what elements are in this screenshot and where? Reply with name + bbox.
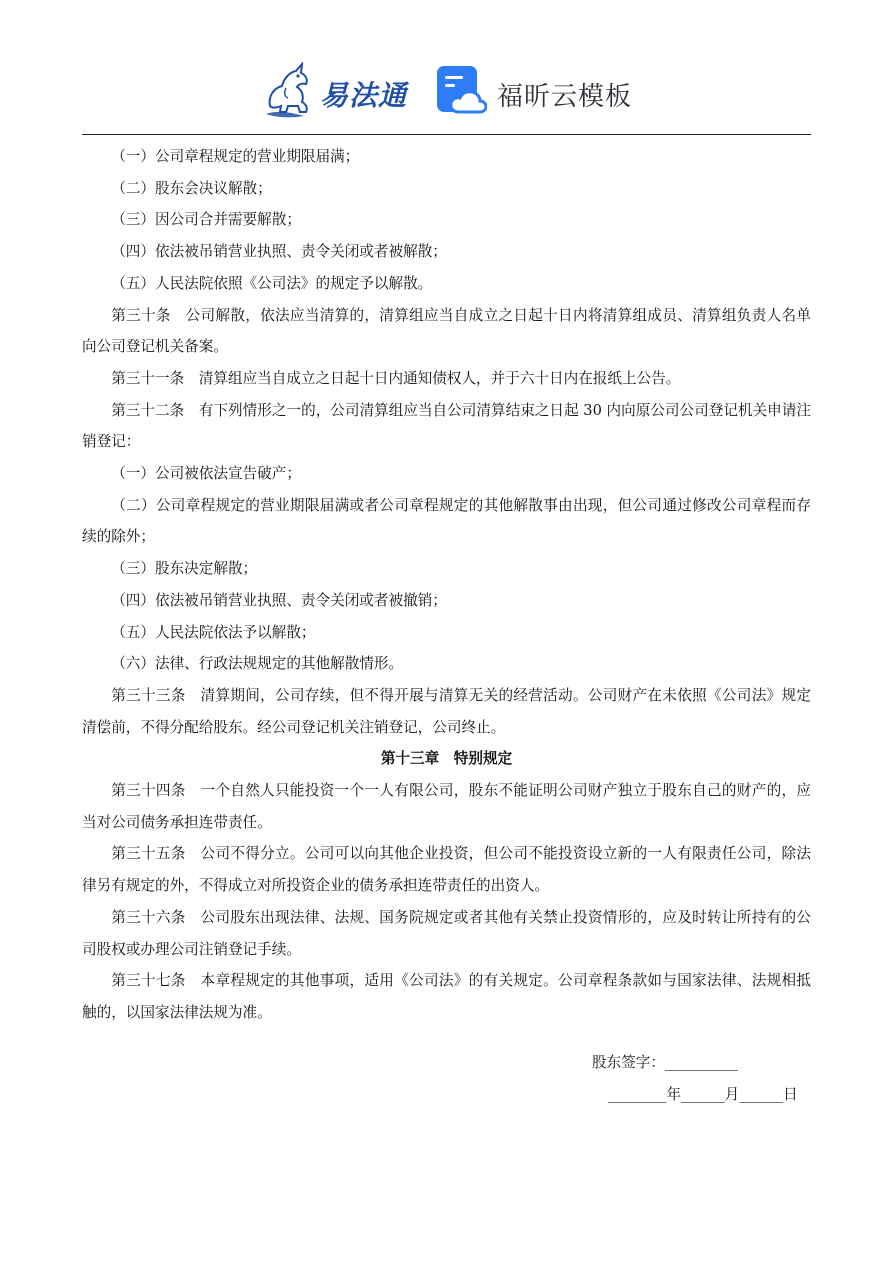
shareholder-signature-line: 股东签字：__________: [592, 1054, 738, 1071]
list-item: （三）股东决定解散；: [111, 560, 258, 578]
list-item: （二）公司章程规定的营业期限届满或者公司章程规定的其他解散事由出现，但公司通过修改公司章程而存续的除外；: [82, 496, 811, 546]
unicorn-icon: [262, 62, 322, 120]
foxit-cloud-template-logo: [435, 64, 645, 120]
list-item: （二）股东会决议解散；: [111, 179, 272, 197]
article-paragraph: 第三十二条 有下列情形之一的，公司清算组应当自公司清算结束之日起 30 内向原公司公司登记机关申请注销登记：: [82, 401, 811, 451]
list-item: （四）依法被吊销营业执照、责令关闭或者被撤销；: [111, 591, 447, 609]
logo2-text: 福昕云模板: [497, 82, 633, 112]
article-paragraph: 第三十七条 本章程规定的其他事项，适用《公司法》的有关规定。公司章程条款如与国家法律、法规相抵触的，以国家法律法规为准。: [82, 972, 811, 1021]
logo1-text: 易法通: [320, 79, 408, 112]
list-item: （五）人民法院依法予以解散；: [111, 623, 316, 641]
page-header: [0, 58, 893, 122]
list-item: （一）公司章程规定的营业期限届满；: [111, 148, 360, 165]
list-item: （六）法律、行政法规规定的其他解散情形。: [111, 655, 404, 673]
article-paragraph: 第三十三条 清算期间，公司存续，但不得开展与清算无关的经营活动。公司财产在未依照《公司法》规定清偿前，不得分配给股东。经公司登记机关注销登记，公司终止。: [82, 686, 811, 736]
article-paragraph: 第三十条 公司解散，依法应当清算的，清算组应当自成立之日起十日内将清算组成员、清算组负责人名单向公司登记机关备案。: [82, 306, 811, 356]
header-divider: [82, 134, 811, 135]
document-body: [82, 141, 811, 1029]
list-item: （四）依法被吊销营业执照、责令关闭或者被解散；: [111, 243, 447, 261]
cloud-document-icon: [435, 64, 487, 116]
date-line: ________年______月______日: [608, 1086, 798, 1103]
article-paragraph: 第三十四条 一个自然人只能投资一个一人有限公司，股东不能证明公司财产独立于股东自己的财产的，应当对公司债务承担连带责任。: [82, 782, 811, 831]
chapter-heading: 第十三章 特别规定: [380, 750, 513, 768]
yifatong-logo: [262, 62, 422, 120]
article-paragraph: 第三十一条 清算组应当自成立之日起十日内通知债权人，并于六十日内在报纸上公告。: [111, 369, 681, 387]
list-item: （一）公司被依法宣告破产；: [111, 465, 301, 483]
list-item: （五）人民法院依照《公司法》的规定予以解散。: [111, 274, 433, 292]
article-paragraph: 第三十五条 公司不得分立。公司可以向其他企业投资，但公司不能投资设立新的一人有限责任公司，除法律另有规定的外，不得成立对所投资企业的债务承担连带责任的出资人。: [82, 845, 811, 895]
article-paragraph: 第三十六条 公司股东出现法律、法规、国务院规定或者其他有关禁止投资情形的，应及时转让所持有的公司股权或办理公司注销登记手续。: [82, 908, 811, 958]
list-item: （三）因公司合并需要解散；: [111, 211, 301, 229]
